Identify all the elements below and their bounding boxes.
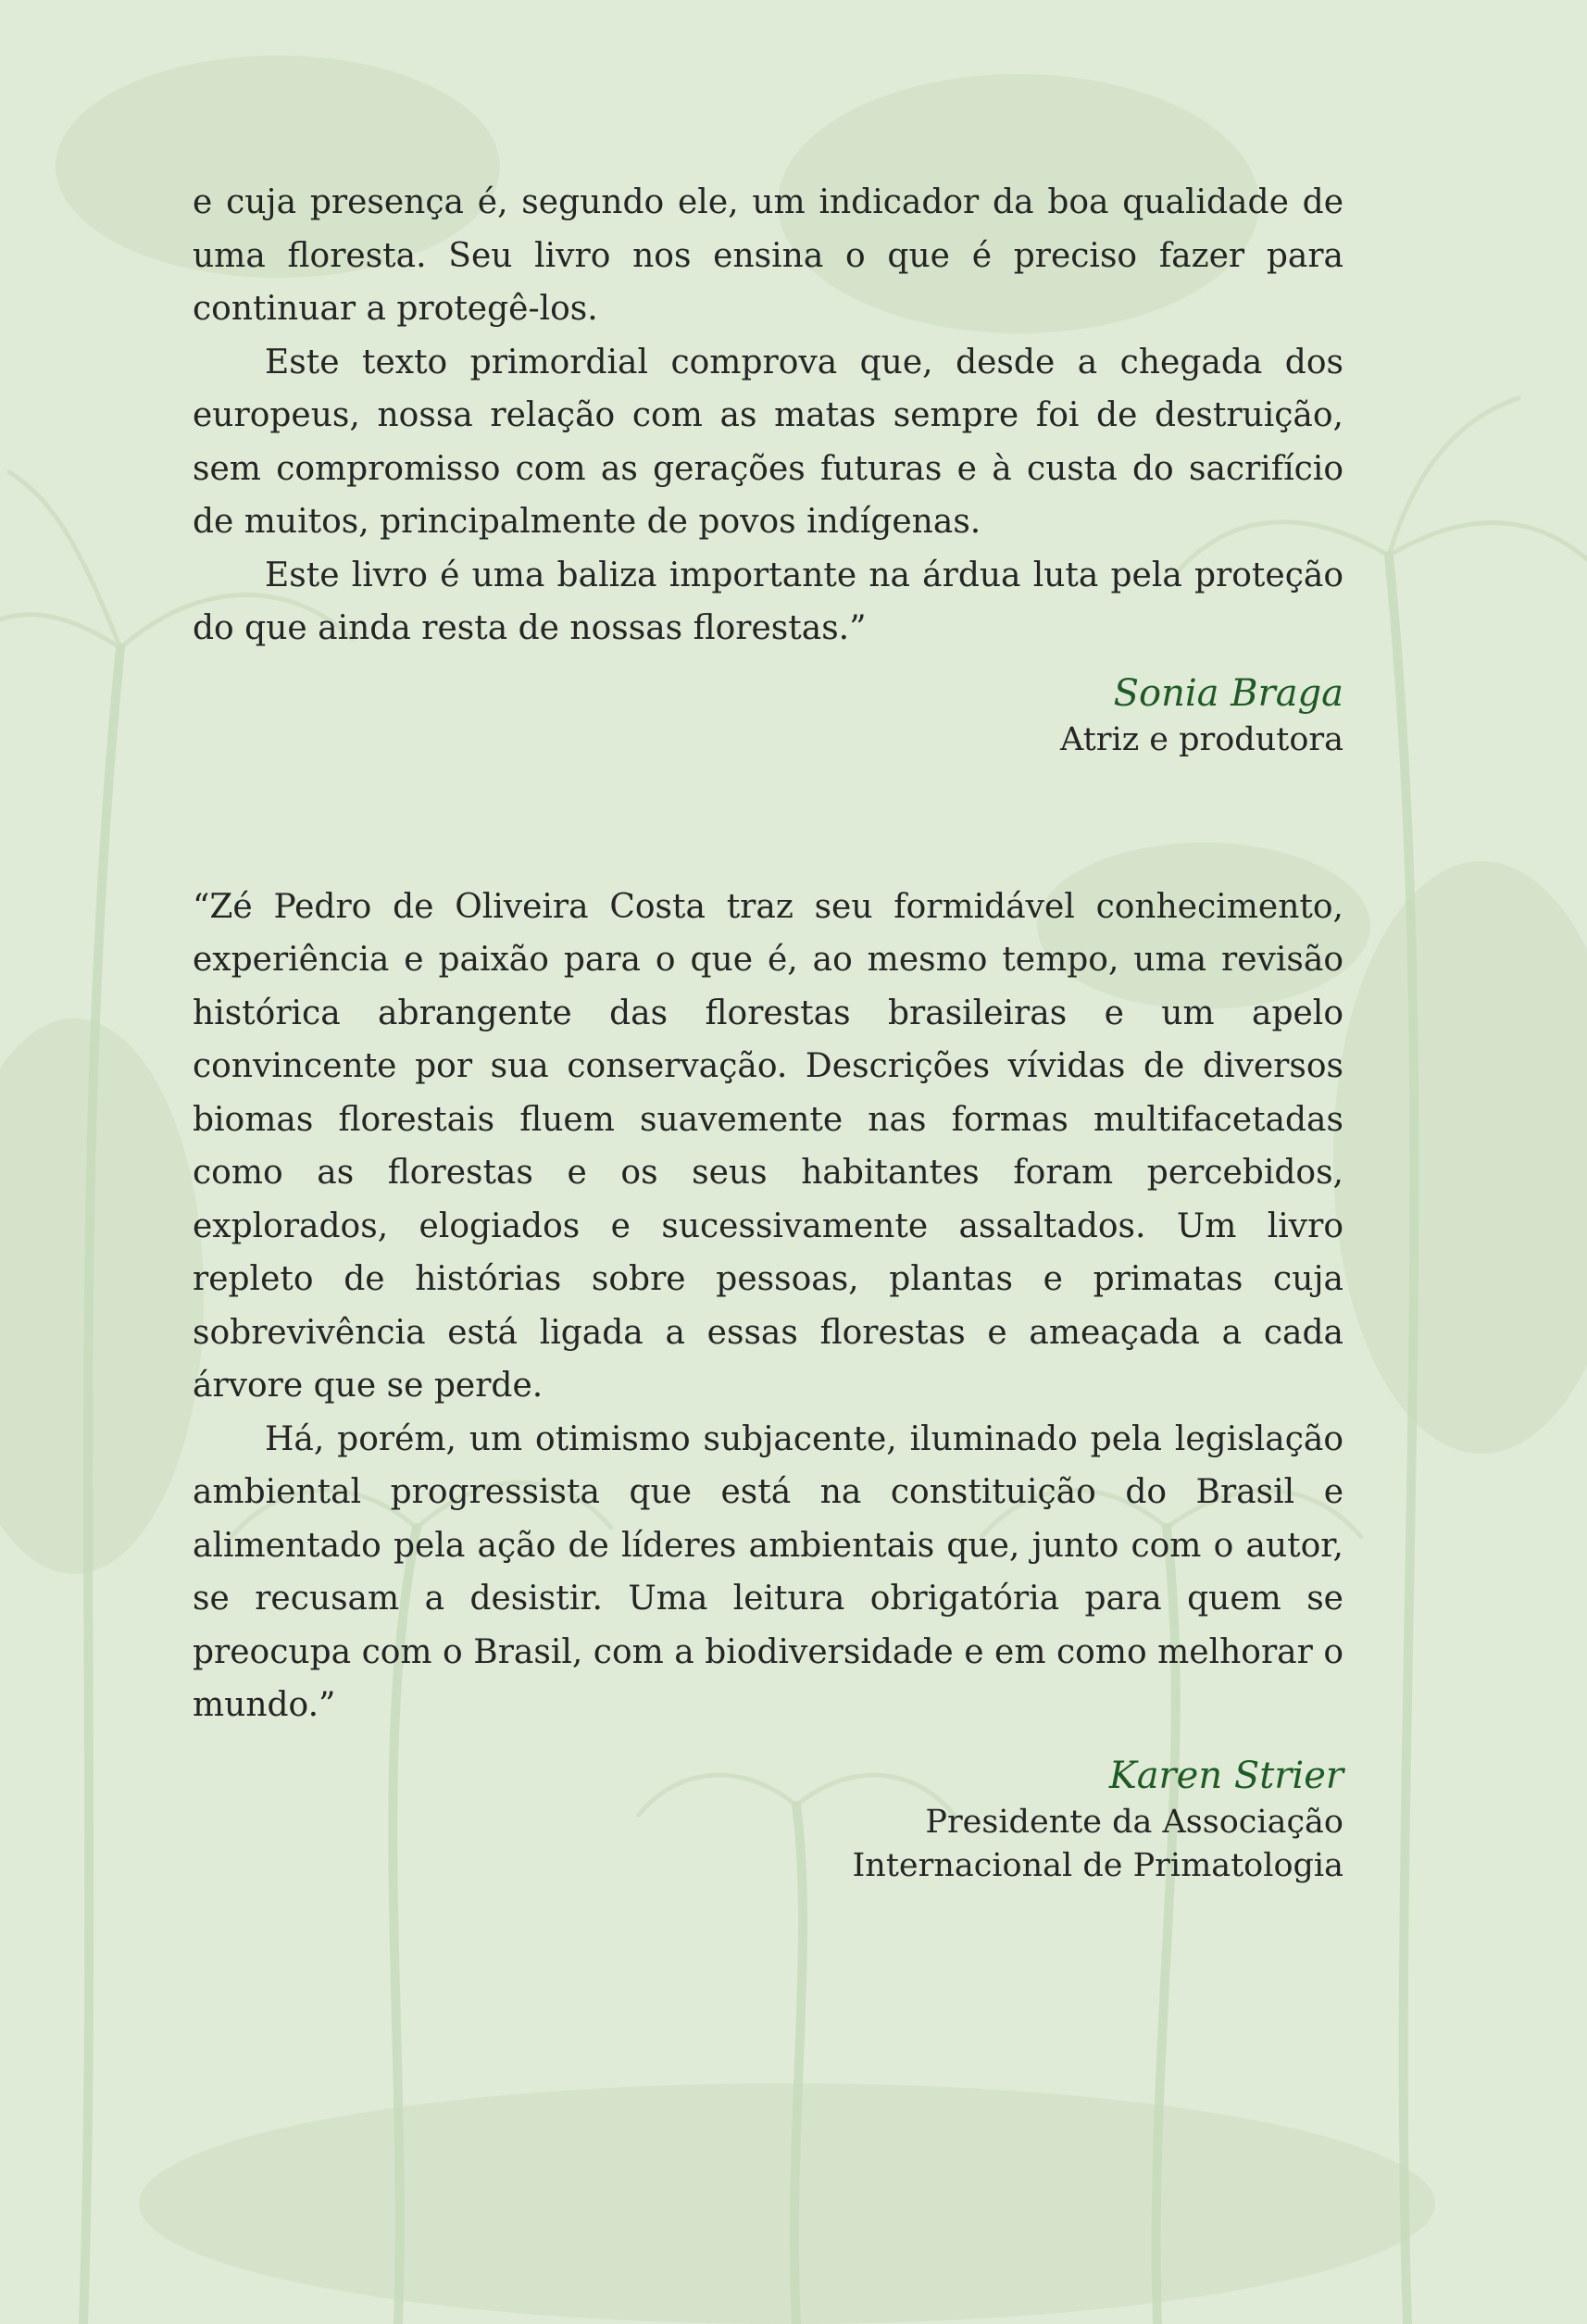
author-name: Sonia Braga (1113, 671, 1343, 715)
testimonial-karen-strier (193, 881, 1343, 1888)
author-role-line: Presidente da Associação (925, 1803, 1343, 1841)
testimonial-sonia-braga (193, 176, 1343, 762)
author-role: Atriz e produtora (1060, 720, 1343, 758)
attribution (193, 1751, 1343, 1888)
quote-paragraph: Este texto primordial comprova que, desde a chegada dos europeus, nossa relação com as matas sempre foi de destruição, sem compromisso com as gerações futuras e à custa do sacrifício de muitos, principalmente de povos indígenas. (193, 343, 1343, 541)
quote-paragraph: e cuja presença é, segundo ele, um indicador da boa qualidade de uma floresta. Seu livro nos ensina o que é preciso fazer para continuar a protegê-los. (193, 183, 1343, 328)
attribution (193, 668, 1343, 762)
quote-paragraph: “Zé Pedro de Oliveira Costa traz seu formidável conhecimento, experiência e paixão para o que é, ao mesmo tempo, uma revisão histórica abrangente das florestas brasileiras e um apelo convincente por sua conservação. Descrições vívidas de diversos biomas florestais fluem suavemente nas formas multifacetadas como as florestas e os seus habitantes foram percebidos, explorados, elogiados e sucessivamente assaltados. Um livro repleto de histórias sobre pessoas, plantas e primatas cuja sobrevivência está ligada a essas florestas e ameaçada a cada árvore que se perde. (193, 887, 1343, 1405)
author-role-line: Internacional de Primatologia (852, 1846, 1343, 1884)
quote-paragraph: Há, porém, um otimismo subjacente, iluminado pela legislação ambiental progressista que está na constituição do Brasil e alimentado pela ação de líderes ambientais que, junto com o autor, se recusam a desistir. Uma leitura obrigatória para quem se preocupa com o Brasil, com a biodiversidade e em como melhorar o mundo.” (193, 1419, 1343, 1724)
text-page (193, 176, 1343, 1888)
author-name: Karen Strier (1108, 1754, 1343, 1797)
quote-paragraph: Este livro é uma baliza importante na árdua luta pela proteção do que ainda resta de nossas florestas.” (193, 556, 1343, 647)
